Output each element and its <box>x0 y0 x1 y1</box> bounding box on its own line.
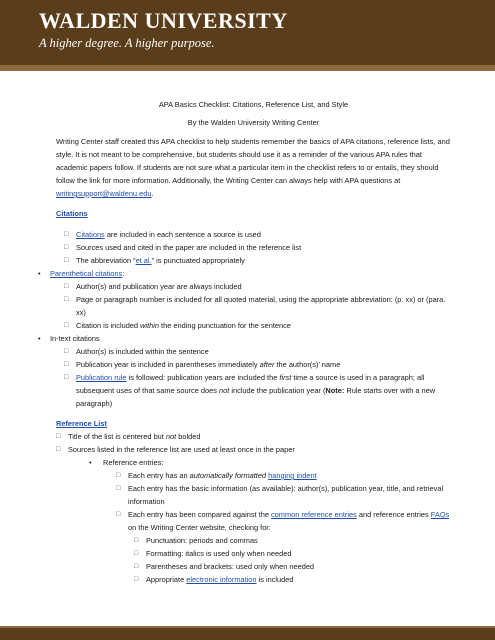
item-text: Formatting: italics is used only when needed <box>146 549 292 558</box>
reference-list-heading-link[interactable]: Reference List <box>56 419 107 428</box>
header-accent-bar <box>0 65 495 71</box>
item-text: time a source is used in a paragraph; all subsequent uses of that same source does <box>76 373 425 395</box>
item-text: : <box>122 269 125 278</box>
item-text: Rule starts over with a new paragraph) <box>76 386 436 408</box>
item-text: Sources listed in the reference list are used at least once in the paper <box>68 445 295 454</box>
checklist-item <box>56 280 451 293</box>
item-text: and reference entries <box>356 510 431 519</box>
hanging-indent-link[interactable]: hanging indent <box>268 471 317 480</box>
checkbox-icon[interactable]: □ <box>56 433 61 440</box>
item-text: Title of the list is centered but <box>68 432 166 441</box>
item-text: Publication year is included in parentheses immediately <box>76 360 260 369</box>
intro-paragraph <box>56 135 451 200</box>
document-byline: By the Walden University Writing Center <box>187 118 320 127</box>
page-header <box>0 0 495 65</box>
item-emphasis: within <box>140 321 159 330</box>
item-text: is included <box>256 575 294 584</box>
item-text: Reference entries: <box>103 458 164 467</box>
item-text: Each entry has an <box>128 471 190 480</box>
checklist-item <box>56 254 451 267</box>
checklist-item <box>56 560 451 573</box>
document-body <box>38 98 451 586</box>
item-text: Author(s) is included within the sentence <box>76 347 209 356</box>
item-text: Author(s) and publication year are always included <box>76 282 242 291</box>
checklist-item <box>56 241 451 254</box>
checkbox-icon[interactable]: □ <box>134 563 139 570</box>
walden-tagline: A higher degree. A higher purpose. <box>39 36 215 50</box>
checkbox-icon[interactable]: □ <box>64 374 69 381</box>
bullet-icon: • <box>38 334 41 343</box>
item-text: Citation is included <box>76 321 141 330</box>
item-note: Note: <box>325 386 345 395</box>
intro-end: . <box>151 189 154 198</box>
citations-heading-link[interactable]: Citations <box>56 209 88 218</box>
reference-checklist <box>56 430 451 586</box>
item-text: include the publication year ( <box>229 386 326 395</box>
checkbox-icon[interactable]: □ <box>64 296 69 303</box>
checklist-item <box>56 443 451 456</box>
item-emphasis: after <box>259 360 275 369</box>
item-text: bolded <box>176 432 201 441</box>
bullet-item-entries <box>56 456 451 469</box>
checklist-item <box>56 345 451 358</box>
checkbox-icon[interactable]: □ <box>56 446 61 453</box>
walden-logo: WALDEN UNIVERSITY <box>39 8 288 33</box>
common-reference-entries-link[interactable]: common reference entries <box>270 510 357 519</box>
checklist-item <box>56 371 451 410</box>
checkbox-icon[interactable]: □ <box>64 231 69 238</box>
item-text: In-text citations <box>50 334 100 343</box>
publication-rule-link[interactable]: Publication rule <box>76 373 127 382</box>
item-text: the ending punctuation for the sentence <box>159 321 291 330</box>
checkbox-icon[interactable]: □ <box>116 511 121 518</box>
item-text: Each entry has the basic information (as available): author(s), publication year, title, and retrieval information <box>128 484 444 506</box>
checklist-item <box>56 534 451 547</box>
writing-support-email-link[interactable]: writingsupport@waldenu.edu <box>56 189 152 198</box>
item-text: Appropriate <box>146 575 187 584</box>
checklist-item <box>56 228 451 241</box>
checkbox-icon[interactable]: □ <box>64 361 69 368</box>
checkbox-icon[interactable]: □ <box>134 550 139 557</box>
intro-text: Writing Center staff created this APA checklist to help students remember the basics of APA citations, reference lists, and style. It is not meant to be comprehensive, but students should use it as a reminder of the various APA rules that academic papers follow. If students are not sure what a particular item in the checklist refers to or entails, they should follow the link for more information. Additionally, the Writing Center can always help with APA questions at <box>56 137 450 185</box>
checklist-item <box>56 573 451 586</box>
checkbox-icon[interactable]: □ <box>64 322 69 329</box>
document-title: APA Basics Checklist: Citations, Reference List, and Style <box>158 100 349 109</box>
bullet-item-parenthetical <box>20 267 451 280</box>
checklist-item <box>56 293 451 319</box>
item-emphasis: automatically formatted <box>189 471 267 480</box>
bullet-icon: • <box>89 458 92 467</box>
electronic-information-link[interactable]: electronic information <box>186 575 257 584</box>
et-al-link[interactable]: et al. <box>135 256 152 265</box>
checkbox-icon[interactable]: □ <box>64 257 69 264</box>
checklist-item <box>56 319 451 332</box>
checkbox-icon[interactable]: □ <box>64 348 69 355</box>
checklist-item <box>56 508 451 534</box>
item-emphasis: not <box>165 432 177 441</box>
checklist-item <box>56 469 451 482</box>
item-text: Punctuation: periods and commas <box>146 536 258 545</box>
page-footer <box>0 628 495 640</box>
item-text: Parentheses and brackets: used only when needed <box>146 562 315 571</box>
item-text: The abbreviation “ <box>76 256 136 265</box>
checklist-item <box>56 482 451 508</box>
checkbox-icon[interactable]: □ <box>116 472 121 479</box>
item-text: is followed: publication years are included the <box>126 373 280 382</box>
item-text: Page or paragraph number is included for all quoted material, using the appropriate abbreviation: (p. xx) or (para. xx) <box>76 295 446 317</box>
item-text: Each entry has been compared against the <box>128 510 271 519</box>
citations-checklist <box>38 228 451 410</box>
checklist-item <box>56 547 451 560</box>
checklist-item <box>56 430 451 443</box>
item-text: ” is punctuated appropriately <box>151 256 245 265</box>
item-text: on the Writing Center website, checking for: <box>128 523 271 532</box>
checkbox-icon[interactable]: □ <box>64 244 69 251</box>
checkbox-icon[interactable]: □ <box>134 576 139 583</box>
checkbox-icon[interactable]: □ <box>134 537 139 544</box>
bullet-item-intext <box>20 332 451 345</box>
bullet-icon: • <box>38 269 41 278</box>
item-text: the author(s)’ name <box>274 360 341 369</box>
parenthetical-citations-link[interactable]: Parenthetical citations <box>50 269 123 278</box>
faqs-link[interactable]: FAQs <box>430 510 450 519</box>
item-emphasis: not <box>218 386 230 395</box>
item-emphasis: first <box>279 373 292 382</box>
citations-link[interactable]: Citations <box>76 230 105 239</box>
item-text: Sources used and cited in the paper are included in the reference list <box>76 243 302 252</box>
item-text: are included in each sentence a source is used <box>104 230 261 239</box>
checklist-item <box>56 358 451 371</box>
checkbox-icon[interactable]: □ <box>116 485 121 492</box>
checkbox-icon[interactable]: □ <box>64 283 69 290</box>
